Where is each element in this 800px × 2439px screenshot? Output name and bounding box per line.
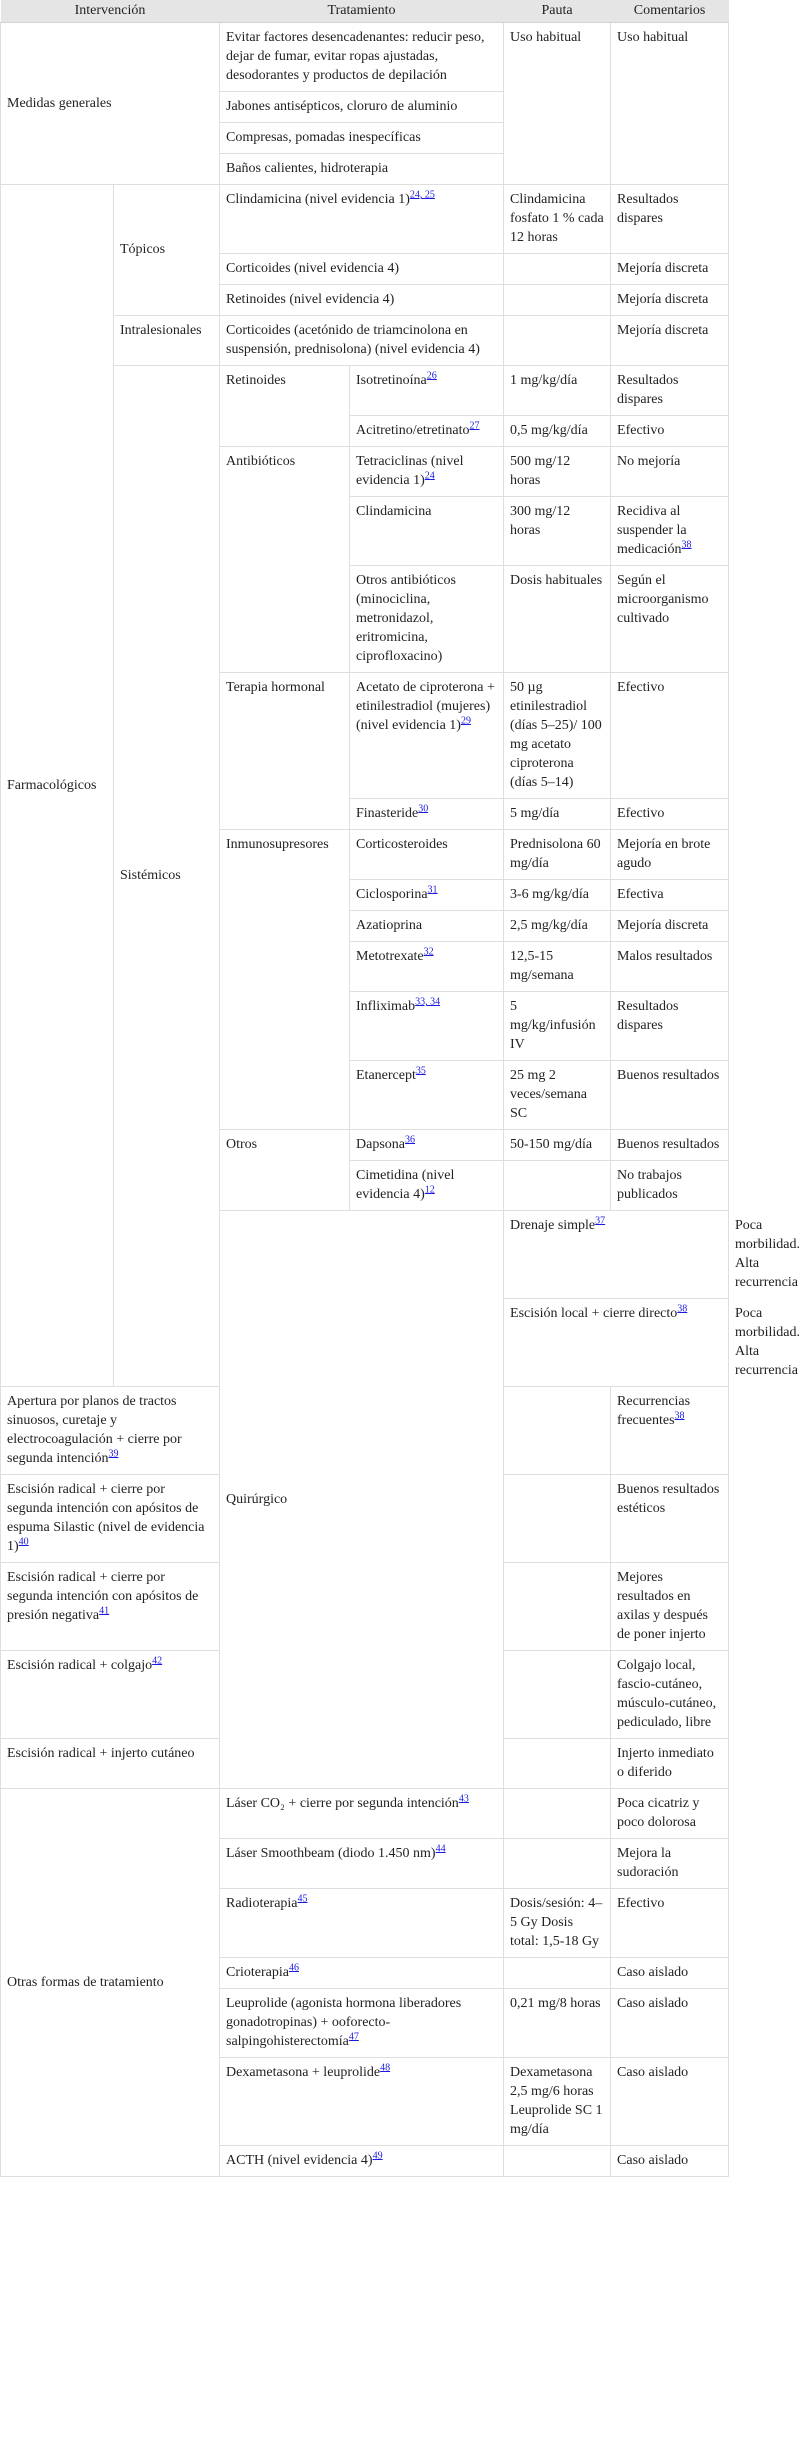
pauta-cell: 500 mg/12 horas <box>504 447 611 497</box>
pauta-cell <box>504 1839 611 1889</box>
drug-cell: Dapsona$^{36}$ <box>350 1130 504 1161</box>
treatment-cell: Escisión radical + colgajo$^{42}$ <box>1 1651 220 1739</box>
pauta-cell: 0,5 mg/kg/día <box>504 416 611 447</box>
comment-cell: Mejores resultados en axilas y después de poner injerto <box>611 1563 729 1651</box>
comment-cell: Caso aislado <box>611 2058 729 2146</box>
reference-link[interactable]: 24 <box>424 470 435 482</box>
comment-cell: Resultados dispares <box>611 185 729 254</box>
reference-link[interactable]: 39 <box>108 1448 119 1460</box>
pauta-cell <box>504 2146 611 2177</box>
pauta-cell: Dosis habituales <box>504 566 611 673</box>
treatment-cell: Leuprolide (agonista hormona liberadores gonadotropinas) + ooforecto-salpingohisterectomía$^{47}$ <box>220 1989 504 2058</box>
treatment-cell: Escisión radical + cierre por segunda intención con apósitos de espuma Silastic (nivel de evidencia 1)$^{40}$ <box>1 1475 220 1563</box>
group-label: Medidas generales <box>1 23 220 185</box>
comment-cell: Efectivo <box>611 416 729 447</box>
comment-cell: Colgajo local, fascio-cutáneo, músculo-cutáneo, pediculado, libre <box>611 1651 729 1739</box>
pauta-cell <box>504 316 611 366</box>
comment-cell: Recidiva al suspender la medicación$^{38}$ <box>611 497 729 566</box>
pauta-cell: Prednisolona 60 mg/día <box>504 830 611 880</box>
pauta-cell: Dexametasona 2,5 mg/6 horas Leuprolide SC 1 mg/día <box>504 2058 611 2146</box>
pauta-cell: 12,5-15 mg/semana <box>504 942 611 992</box>
treatment-cell: Retinoides (nivel evidencia 4) <box>220 285 504 316</box>
table-row <box>1 1789 729 1839</box>
treatment-cell: Compresas, pomadas inespecíficas <box>220 123 504 154</box>
treatment-cell: Baños calientes, hidroterapia <box>220 154 504 185</box>
drug-cell: Azatioprina <box>350 911 504 942</box>
reference-link[interactable]: 36 <box>405 1134 415 1146</box>
comment-cell: Efectivo <box>611 673 729 799</box>
table-row: Escisión local + cierre directo$^{38}$ Poca morbilidad. Alta recurrencia <box>1 1299 729 1387</box>
comment-cell: Injerto inmediato o diferido <box>611 1739 729 1789</box>
reference-link[interactable]: 35 <box>415 1065 426 1077</box>
comment-cell: Caso aislado <box>611 1989 729 2058</box>
comment-cell: Mejoría discreta <box>611 911 729 942</box>
drug-cell: Acitretino/etretinato$^{27}$ <box>350 416 504 447</box>
class-label: Terapia hormonal <box>220 673 350 830</box>
comment-cell: Resultados dispares <box>611 992 729 1061</box>
comment-cell: Mejoría discreta <box>611 285 729 316</box>
reference-link[interactable]: 49 <box>372 2150 383 2162</box>
drug-cell: Otros antibióticos (minociclina, metronidazol, eritromicina, ciprofloxacino) <box>350 566 504 673</box>
treatment-cell: Láser Smoothbeam (diodo 1.450 nm)$^{44}$ <box>220 1839 504 1889</box>
reference-link[interactable]: 38 <box>674 1410 685 1422</box>
comment-cell: Buenos resultados <box>611 1061 729 1130</box>
table-row <box>1 185 729 254</box>
pauta-cell: Dosis/sesión: 4–5 Gy Dosis total: 1,5-18 Gy <box>504 1889 611 1958</box>
pauta-cell <box>504 1563 611 1651</box>
pauta-cell: 0,21 mg/8 horas <box>504 1989 611 2058</box>
table-row <box>1 23 729 92</box>
comment-cell: No mejoría <box>611 447 729 497</box>
comment-cell: Mejoría en brote agudo <box>611 830 729 880</box>
pauta-cell: 300 mg/12 horas <box>504 497 611 566</box>
pauta-cell: 5 mg/kg/infusión IV <box>504 992 611 1061</box>
pauta-cell: 25 mg 2 veces/semana SC <box>504 1061 611 1130</box>
drug-cell: Finasteride$^{30}$ <box>350 799 504 830</box>
table-row: Quirúrgico Drenaje simple$^{37}$ Poca morbilidad. Alta recurrencia <box>1 1211 729 1299</box>
drug-cell: Acetato de ciproterona + etinilestradiol (mujeres) (nivel evidencia 1)$^{29}$ <box>350 673 504 799</box>
reference-link[interactable]: 27 <box>469 420 480 432</box>
drug-cell: Isotretinoína$^{26}$ <box>350 366 504 416</box>
drug-cell: Metotrexate$^{32}$ <box>350 942 504 992</box>
pauta-cell: 50-150 mg/día <box>504 1130 611 1161</box>
comment-cell: Buenos resultados <box>611 1130 729 1161</box>
reference-link[interactable]: 32 <box>423 946 434 958</box>
pauta-cell: 50 µg etinilestradiol (días 5–25)/ 100 mg acetato ciproterona (días 5–14) <box>504 673 611 799</box>
drug-cell: Tetraciclinas (nivel evidencia 1)$^{24}$ <box>350 447 504 497</box>
reference-link[interactable]: 37 <box>595 1215 606 1227</box>
reference-link[interactable]: 43 <box>458 1793 469 1805</box>
comment-cell: Malos resultados <box>611 942 729 992</box>
treatment-cell: Corticoides (acetónido de triamcinolona en suspensión, prednisolona) (nivel evidencia 4) <box>220 316 504 366</box>
comment-cell: No trabajos publicados <box>611 1161 729 1211</box>
treatment-cell: Drenaje simple$^{37}$ <box>504 1211 729 1299</box>
reference-link[interactable]: 45 <box>297 1893 308 1905</box>
drug-cell: Etanercept$^{35}$ <box>350 1061 504 1130</box>
pauta-cell: Uso habitual <box>504 23 611 185</box>
comment-cell: Caso aislado <box>611 1958 729 1989</box>
pauta-cell <box>504 1475 611 1563</box>
comment-cell: Resultados dispares <box>611 366 729 416</box>
pauta-cell: 2,5 mg/kg/día <box>504 911 611 942</box>
pauta-cell: 3-6 mg/kg/día <box>504 880 611 911</box>
header-comentarios: Comentarios <box>611 0 729 23</box>
pauta-cell: 1 mg/kg/día <box>504 366 611 416</box>
drug-cell: Corticosteroides <box>350 830 504 880</box>
drug-cell: Infliximab$^{33, 34}$ <box>350 992 504 1061</box>
group-label: Quirúrgico <box>220 1211 504 1789</box>
pauta-cell <box>504 254 611 285</box>
drug-cell: Cimetidina (nivel evidencia 4)$^{12}$ <box>350 1161 504 1211</box>
pauta-cell <box>504 1958 611 1989</box>
treatment-cell: Crioterapia$^{46}$ <box>220 1958 504 1989</box>
reference-link[interactable]: 41 <box>99 1605 110 1617</box>
comment-cell: Mejora la sudoración <box>611 1839 729 1889</box>
reference-link[interactable]: 33, 34 <box>415 996 441 1008</box>
reference-link[interactable]: 44 <box>435 1843 446 1855</box>
treatment-cell: Escisión local + cierre directo$^{38}$ <box>504 1299 729 1387</box>
subgroup-label: Intralesionales <box>114 316 220 366</box>
reference-link[interactable]: 24, 25 <box>409 189 435 201</box>
header-pauta: Pauta <box>504 0 611 23</box>
treatment-cell: Escisión radical + injerto cutáneo <box>1 1739 220 1789</box>
class-label: Antibióticos <box>220 447 350 673</box>
pauta-cell <box>504 1387 611 1475</box>
class-label: Otros <box>220 1130 350 1211</box>
reference-link[interactable]: 38 <box>677 1303 688 1315</box>
comment-cell: Recurrencias frecuentes$^{38}$ <box>611 1387 729 1475</box>
group-label: Otras formas de tratamiento <box>1 1789 220 2177</box>
comment-cell: Mejoría discreta <box>611 254 729 285</box>
reference-link[interactable]: 12 <box>424 1184 435 1196</box>
treatment-cell: Dexametasona + leuprolide$^{48}$ <box>220 2058 504 2146</box>
pauta-cell: 5 mg/día <box>504 799 611 830</box>
reference-link[interactable]: 48 <box>380 2062 391 2074</box>
treatment-cell: Radioterapia$^{45}$ <box>220 1889 504 1958</box>
group-label: Farmacológicos <box>1 185 114 1387</box>
drug-cell: Clindamicina <box>350 497 504 566</box>
pauta-cell: Clindamicina fosfato 1 % cada 12 horas <box>504 185 611 254</box>
comment-cell: Uso habitual <box>611 23 729 185</box>
reference-link[interactable]: 29 <box>460 715 471 727</box>
class-label: Retinoides <box>220 366 350 447</box>
reference-link[interactable]: 26 <box>426 370 437 382</box>
comment-cell: Efectiva <box>611 880 729 911</box>
header-row <box>1 0 729 23</box>
drug-cell: Ciclosporina$^{31}$ <box>350 880 504 911</box>
pauta-cell <box>504 1161 611 1211</box>
treatment-cell: Corticoides (nivel evidencia 4) <box>220 254 504 285</box>
treatment-cell: Clindamicina (nivel evidencia 1)$^{24, 25}$ <box>220 185 504 254</box>
pauta-cell <box>504 1651 611 1739</box>
comment-cell: Efectivo <box>611 799 729 830</box>
treatment-cell: Jabones antisépticos, cloruro de aluminio <box>220 92 504 123</box>
comment-cell: Según el microorganismo cultivado <box>611 566 729 673</box>
treatment-cell: Láser CO₂ + cierre por segunda intención$^{43}$ <box>220 1789 504 1839</box>
reference-link[interactable]: 40 <box>18 1536 29 1548</box>
reference-link[interactable]: 47 <box>348 2031 359 2043</box>
subgroup-label: Tópicos <box>114 185 220 316</box>
comment-cell: Caso aislado <box>611 2146 729 2177</box>
treatment-cell: Apertura por planos de tractos sinuosos, curetaje y electrocoagulación + cierre por segunda intención$^{39}$ <box>1 1387 220 1475</box>
comment-cell: Buenos resultados estéticos <box>611 1475 729 1563</box>
reference-link[interactable]: 46 <box>288 1962 299 1974</box>
subgroup-label: Sistémicos <box>114 366 220 1387</box>
class-label: Inmunosupresores <box>220 830 350 1130</box>
pauta-cell <box>504 1739 611 1789</box>
treatment-cell: Evitar factores desencadenantes: reducir peso, dejar de fumar, evitar ropas ajustadas, desodorantes y productos de depilación <box>220 23 504 92</box>
treatment-cell: Escisión radical + cierre por segunda intención con apósitos de presión negativa$^{41}$ <box>1 1563 220 1651</box>
pauta-cell <box>504 1789 611 1839</box>
header-intervencion: Intervención <box>1 0 220 23</box>
reference-link[interactable]: 42 <box>152 1655 163 1667</box>
treatment-cell: ACTH (nivel evidencia 4)$^{49}$ <box>220 2146 504 2177</box>
comment-cell: Poca cicatriz y poco dolorosa <box>611 1789 729 1839</box>
reference-link[interactable]: 38 <box>681 539 692 551</box>
reference-link[interactable]: 31 <box>427 884 438 896</box>
header-tratamiento: Tratamiento <box>220 0 504 23</box>
comment-cell: Mejoría discreta <box>611 316 729 366</box>
reference-link[interactable]: 30 <box>418 803 429 815</box>
pauta-cell <box>504 285 611 316</box>
comment-cell: Efectivo <box>611 1889 729 1958</box>
